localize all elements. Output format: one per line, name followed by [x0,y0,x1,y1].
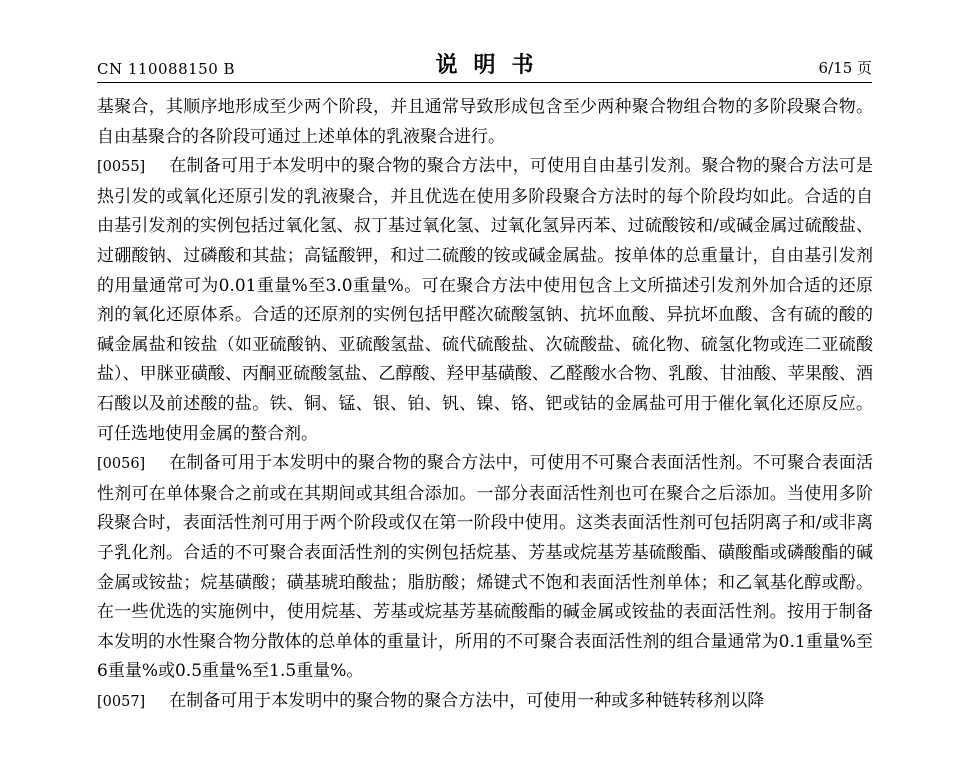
paragraph-number: [0055] [97,159,146,176]
page-number: 6/15 页 [818,59,872,77]
document-title: 说明书 [435,52,550,78]
paragraph-text: 在制备可用于本发明中的聚合物的聚合方法中，可使用自由基引发剂。聚合物的聚合方法可是热引发的或氧化还原引发的乳液聚合，并且优选在使用多阶段聚合方法时的每个阶段均如此。合适的自由基引发剂的实例包括过氧化氢、叔丁基过氧化氢、过氧化氢异丙苯、过硫酸铵和/或碱金属过硫酸盐、过硼酸钠、过磷酸和其盐；高锰酸钾，和过二硫酸的铵或碱金属盐。按单体的总重量计，自由基引发剂的用量通常可为0.01重量%至3.0重量%。可在聚合方法中使用包含上文所描述引发剂外加合适的还原剂的氧化还原体系。合适的还原剂的实例包括甲醛次硫酸氢钠、抗坏血酸、异抗坏血酸、含有硫的酸的碱金属盐和铵盐（如亚硫酸钠、亚硫酸氢盐、硫代硫酸盐、次硫酸盐、硫化物、硫氢化物或连二亚硫酸盐）、甲脒亚磺酸、丙酮亚硫酸氢盐、乙醇酸、羟甲基磺酸、乙醛酸水合物、乳酸、甘油酸、苹果酸、酒石酸以及前述酸的盐。铁、铜、锰、银、铂、钒、镍、铬、钯或钴的金属盐可用于催化氧化还原反应。可任选地使用金属的螯合剂。 [97,156,873,444]
paragraph-0056 [97,449,873,687]
paragraph-number: [0057] [97,693,146,710]
paragraph-number: [0056] [97,456,146,473]
paragraph-text: 基聚合，其顺序地形成至少两个阶段，并且通常导致形成包含至少两种聚合物组合物的多阶段聚合物。自由基聚合的各阶段可通过上述单体的乳液聚合进行。 [97,97,873,147]
patent-number: CN 110088150 B [97,60,236,78]
paragraph-text: 在制备可用于本发明中的聚合物的聚合方法中，可使用不可聚合表面活性剂。不可聚合表面活性剂可在单体聚合之前或在其期间或其组合添加。一部分表面活性剂也可在聚合之后添加。当使用多阶段聚合时，表面活性剂可用于两个阶段或仅在第一阶段中使用。这类表面活性剂可包括阴离子和/或非离子乳化剂。合适的不可聚合表面活性剂的实例包括烷基、芳基或烷基芳基硫酸酯、磺酸酯或磷酸酯的碱金属或铵盐；烷基磺酸；磺基琥珀酸盐；脂肪酸；烯键式不饱和表面活性剂单体；和乙氧基化醇或酚。在一些优选的实施例中，使用烷基、芳基或烷基芳基硫酸酯的碱金属或铵盐的表面活性剂。按用于制备本发明的水性聚合物分散体的总单体的重量计，所用的不可聚合表面活性剂的组合量通常为0.1重量%至6重量%或0.5重量%至1.5重量%。 [97,453,873,682]
page-header [97,46,872,83]
paragraph-0057 [97,687,873,718]
paragraph-continuation [97,93,873,152]
document-body [97,93,873,717]
paragraph-text: 在制备可用于本发明中的聚合物的聚合方法中，可使用一种或多种链转移剂以降 [169,690,765,711]
paragraph-0055 [97,152,873,449]
